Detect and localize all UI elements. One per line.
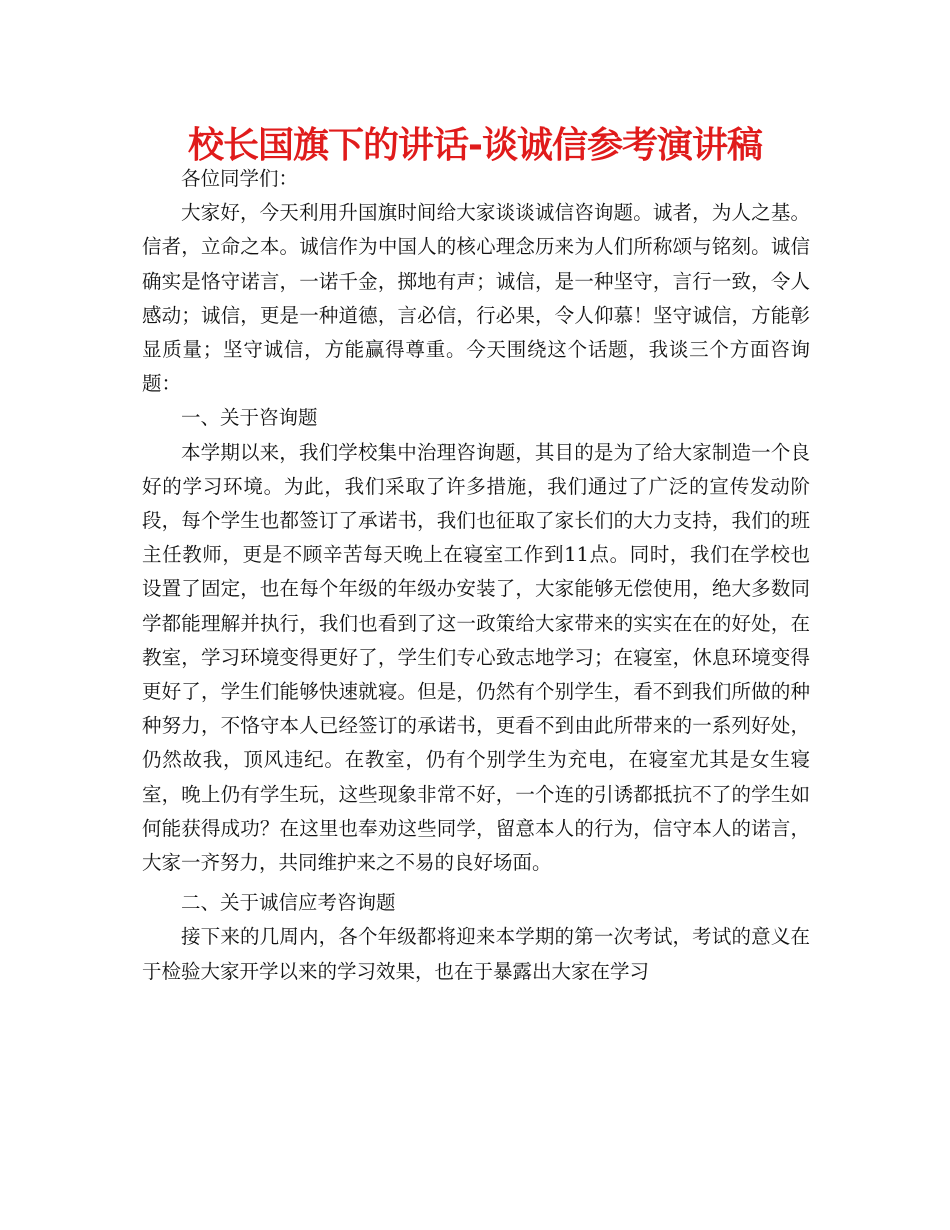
salutation: 各位同学们： [181,167,299,190]
section-heading-1: 一、关于咨询题 [181,406,318,430]
document-title: 校长国旗下的讲话-谈诚信参考演讲稿 [188,125,762,166]
paragraph-section-1: 本学期以来，我们学校集中治理咨询题，其目的是为了给大家制造一个良好的学习环境。为此，我们采取了许多措施，我们通过了广泛的宣传发动阶段，每个学生也都签订了承诺书，我们也征取了家长们的大力支持，我们的班主任教师，更是不顾辛苦每天晚上在寝室工作到11点。同时，我们在学校也设置了固定，也在每个年级的年级办安装了，大家能够无偿使用，绝大多数同学都能理解并执行，我们也看到了这一政策给大家带来的实实在在的好处，在教室，学习环境变得更好了，学生们专心致志地学习；在寝室，休息环境变得更好了，学生们能够快速就寝。但是，仍然有个别学生，看不到我们所做的种种努力，不恪守本人已经签订的承诺书，更看不到由此所带来的一系列好处，仍然故我，顶风违纪。在教室，仍有个别学生为充电，在寝室尤其是女生寝室，晚上仍有学生玩，这些现象非常不好，一个连的引诱都抵抗不了的学生如何能获得成功？在这里也奉劝这些同学，留意本人的行为，信守本人的诺言，大家一齐努力，共同维护来之不易的良好场面。 [142,440,810,875]
document-body [142,162,810,989]
section-heading-2: 二、关于诚信应考咨询题 [181,891,396,915]
paragraph-section-2: 接下来的几周内，各个年级都将迎来本学期的第一次考试，考试的意义在于检验大家开学以来的学习效果，也在于暴露出大家在学习 [142,925,810,983]
paragraph-intro: 大家好，今天利用升国旗时间给大家谈谈诚信咨询题。诚者，为人之基。信者，立命之本。诚信作为中国人的核心理念历来为人们所称颂与铭刻。诚信确实是恪守诺言，一诺千金，掷地有声；诚信，是一种坚守，言行一致，令人感动；诚信，更是一种道德，言必信，行必果，令人仰慕！坚守诚信，方能彰显质量；坚守诚信，方能赢得尊重。今天围绕这个话题，我谈三个方面咨询题： [142,201,810,396]
